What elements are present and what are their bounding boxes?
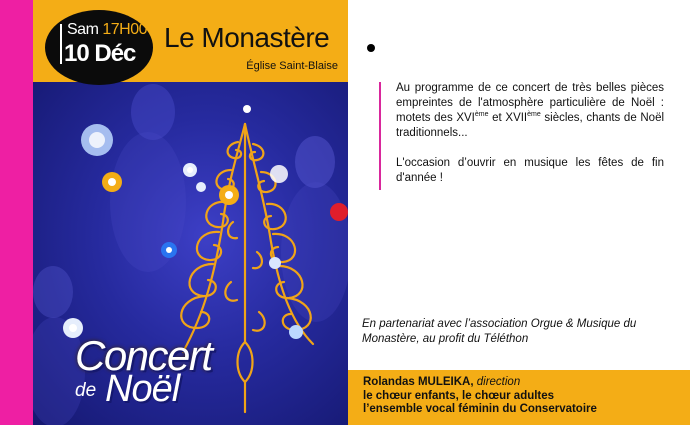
de-word: de [75, 380, 97, 401]
concert-word: Concert [75, 332, 212, 379]
venue-subtitle: Église Saint-Blaise [246, 60, 338, 72]
singer-silhouette [131, 84, 175, 140]
quote-bar [379, 82, 381, 190]
snowflake-icon [243, 105, 251, 113]
snowflake-icon [269, 257, 281, 269]
credits-conductor-line [363, 376, 597, 390]
date-time: 17H00 [102, 21, 148, 38]
date-divider [60, 24, 62, 64]
credits-text [363, 376, 597, 417]
partnership-note: En partenariat avec l’association Orgue & Musique du Monastère, au profit du Téléthon [362, 318, 637, 345]
snowflake-icon [183, 163, 197, 177]
concert-poster [33, 0, 348, 425]
singer-silhouette [33, 266, 73, 318]
singer-silhouette [281, 182, 348, 322]
date-date: 10 Déc [64, 40, 136, 67]
snowflake-icon [289, 325, 303, 339]
noel-word: Noël [105, 368, 180, 410]
snowflake-icon [270, 165, 288, 183]
description-text: et XVII [488, 112, 528, 124]
snowflake-icon [81, 124, 113, 156]
conductor-name: Rolandas MULEIKA, [363, 376, 474, 388]
snowflake-icon [330, 203, 348, 221]
description-paragraph [396, 81, 664, 141]
ordinal-suffix: ème [474, 111, 489, 119]
snowflake-icon [102, 172, 122, 192]
singer-silhouette [295, 136, 335, 188]
bullet-point [367, 44, 375, 52]
snowflake-icon [196, 182, 206, 192]
conductor-role: direction [473, 376, 521, 388]
description-text: Au programme de ce concert de très belles pièces empreintes de l'atmosphère particulière de Noël : motets des XVI [396, 82, 664, 124]
venue-title: Le Monastère [164, 22, 330, 53]
credits-choirs-line: le chœur enfants, le chœur adultes [363, 389, 555, 402]
credits-banner [348, 370, 690, 425]
snowflake-icon [161, 242, 177, 258]
snowflake-icon [219, 185, 239, 205]
concert-description [396, 81, 664, 201]
description-text: siècles, chants de Noël traditionnels... [396, 112, 665, 139]
description-paragraph: L'occasion d’ouvrir en musique les fêtes de fin d'année ! [396, 157, 664, 184]
ordinal-suffix: ème [527, 111, 541, 119]
credits-ensemble-line: l’ensemble vocal féminin du Conservatoire [363, 403, 597, 415]
pink-side-stripe [0, 0, 33, 425]
date-day: Sam [67, 21, 99, 38]
date-day-time [67, 21, 147, 39]
